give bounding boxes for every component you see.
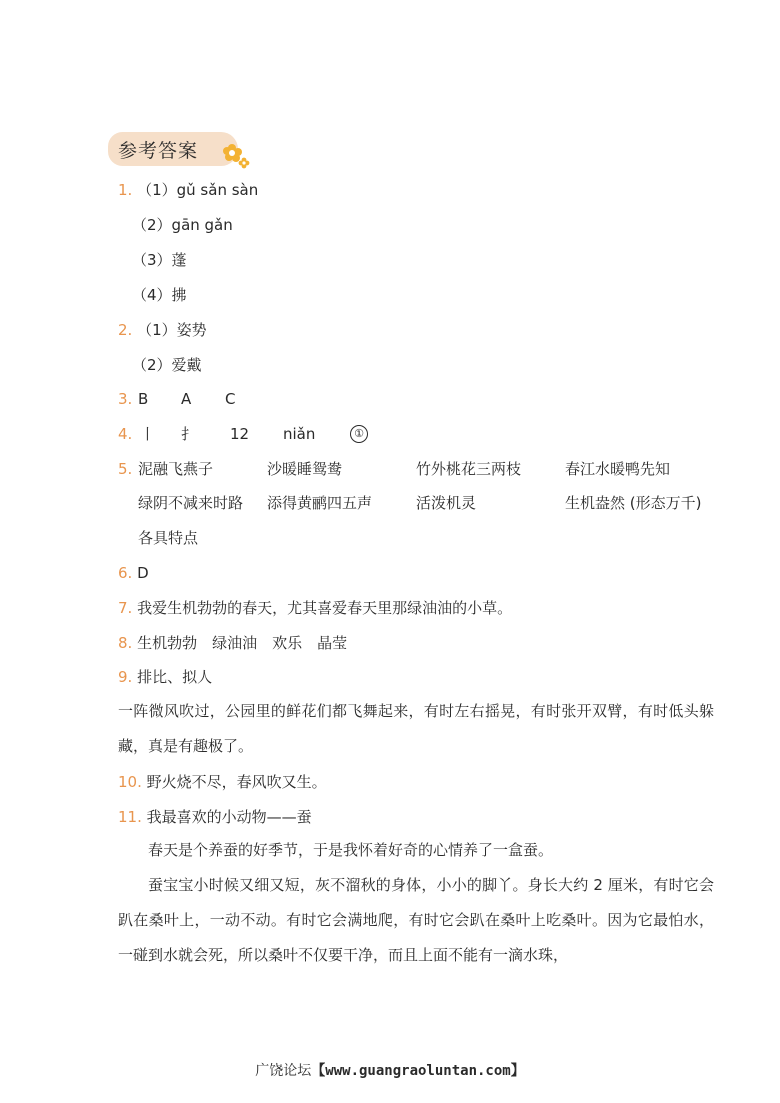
question-number: 2. <box>118 321 133 339</box>
question-number: 10. <box>118 773 142 791</box>
answer-2-2: （2）爱戴 <box>132 356 202 374</box>
answer-6 <box>118 563 149 583</box>
question-number: 7. <box>118 599 133 617</box>
answer-5-item: 绿阴不减来时路 <box>138 494 244 512</box>
question-number: 4. <box>118 425 133 443</box>
answer-3-b: A <box>181 390 192 408</box>
answer-5-row-1 <box>118 459 671 479</box>
answer-4-b: 扌 <box>181 425 197 443</box>
answer-1 <box>118 180 258 200</box>
answer-5-item: 春江水暖鸭先知 <box>565 460 671 478</box>
answer-text: D <box>137 564 149 582</box>
answer-1-4: （4）拂 <box>132 286 187 304</box>
section-header-tag <box>108 132 238 166</box>
answer-1-2: （2）gān gǎn <box>132 216 233 234</box>
answer-5-item: 泥融飞燕子 <box>138 460 214 478</box>
question-number: 1. <box>118 181 133 199</box>
footer-name: 广饶论坛 <box>255 1063 312 1079</box>
answer-text: 我爱生机勃勃的春天，尤其喜爱春天里那绿油油的小草。 <box>137 599 513 617</box>
answer-5-item: 竹外桃花三两枝 <box>416 460 522 478</box>
answer-text: （1）gǔ sǎn sàn <box>137 181 259 199</box>
footer <box>0 1060 780 1080</box>
answer-2 <box>118 320 207 340</box>
answer-3 <box>118 389 236 409</box>
footer-site: 【www.guangraoluntan.com】 <box>311 1063 525 1079</box>
answer-11 <box>118 807 312 827</box>
answer-text: 生机勃勃 绿油油 欢乐 晶莹 <box>137 634 348 652</box>
answer-4-e: ① <box>350 425 368 443</box>
answer-9 <box>118 667 212 687</box>
answer-5-item: 沙暖睡鸳鸯 <box>267 460 343 478</box>
question-number: 9. <box>118 668 133 686</box>
answer-3-a: B <box>138 390 149 408</box>
answer-4-c: 12 <box>230 425 250 443</box>
answer-4-a: 丨 <box>140 425 156 443</box>
flower-icon <box>220 140 250 170</box>
answer-9-paragraph: 一阵微风吹过，公园里的鲜花们都飞舞起来，有时左右摇晃，有时张开双臂，有时低头躲藏，真是有趣极了。 <box>118 702 714 755</box>
answer-5-item: 生机盎然 (形态万千) <box>565 494 702 512</box>
essay-paragraph-2: 蚕宝宝小时候又细又短，灰不溜秋的身体，小小的脚丫。身长大约 2 厘米，有时它会趴在桑叶上，一动不动。有时它会满地爬，有时它会趴在桑叶上吃桑叶。因为它最怕水，一碰到水就会死，所以桑叶不仅要干净，而且上面不能有一滴水珠， <box>118 876 714 964</box>
answer-4 <box>118 424 378 444</box>
answer-text: 野火烧不尽，春风吹又生。 <box>146 773 327 791</box>
question-number: 11. <box>118 808 142 826</box>
answer-8 <box>118 633 347 653</box>
answer-3-c: C <box>225 390 236 408</box>
answer-1-3: （3）蓬 <box>132 251 187 269</box>
answer-7 <box>118 598 512 618</box>
answer-text: 我最喜欢的小动物——蚕 <box>146 808 312 826</box>
answer-text: 排比、拟人 <box>137 668 213 686</box>
answer-10 <box>118 772 327 792</box>
answer-4-d: niǎn <box>283 425 316 443</box>
answer-text: （1）姿势 <box>137 321 207 339</box>
question-number: 3. <box>118 390 133 408</box>
question-number: 6. <box>118 564 133 582</box>
question-number: 5. <box>118 460 133 478</box>
answer-5-row-3: 各具特点 <box>138 529 199 547</box>
essay-paragraph-1: 春天是个养蚕的好季节，于是我怀着好奇的心情养了一盒蚕。 <box>148 841 554 859</box>
question-number: 8. <box>118 634 133 652</box>
section-title: 参考答案 <box>118 139 199 162</box>
answer-5-item: 活泼机灵 <box>416 494 477 512</box>
answer-5-item: 添得黄鹂四五声 <box>267 494 373 512</box>
